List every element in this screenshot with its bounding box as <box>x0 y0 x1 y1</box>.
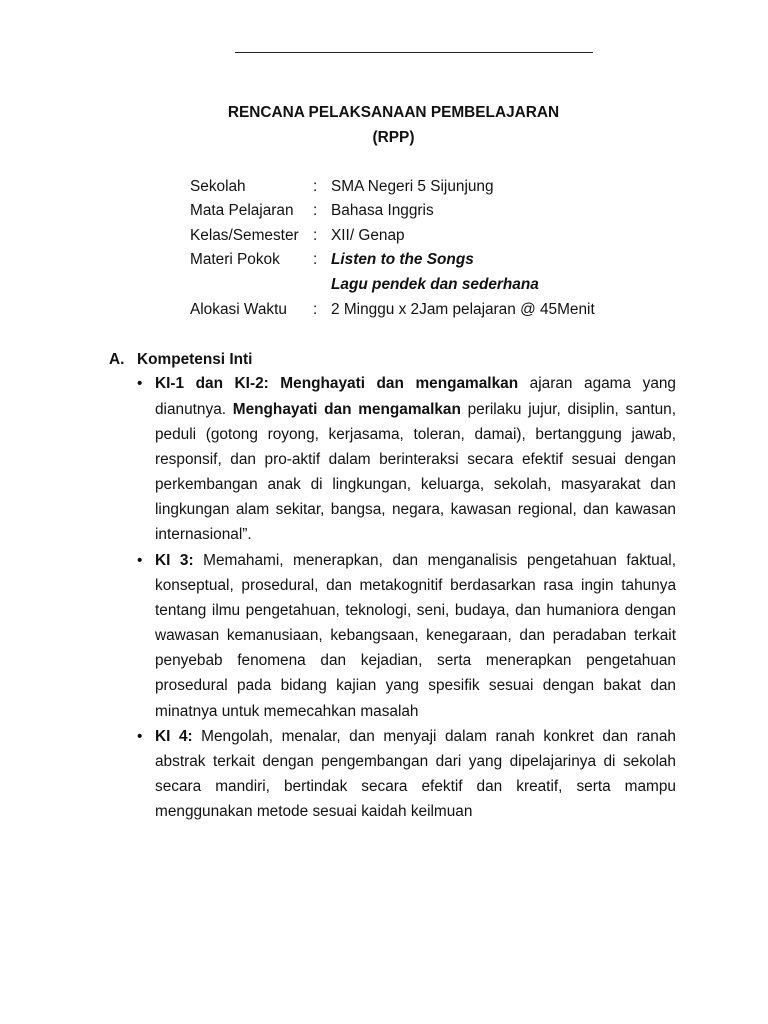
text-run: dianutnya. <box>155 400 233 418</box>
section-title: Kompetensi Inti <box>137 350 253 368</box>
paragraph-line <box>155 548 676 573</box>
identity-value: 2 Minggu x 2Jam pelajaran @ 45Menit <box>331 300 595 318</box>
identity-separator: : <box>313 177 318 195</box>
paragraph-line: wawasan kemanusiaan, kebangsaan, kenegaraan, dan peradaban terkait <box>155 627 676 645</box>
competency-label: KI-1 dan KI-2: Menghayati dan mengamalkan <box>155 375 519 393</box>
text-run: Memahami, menerapkan, dan menganalisis pengetahuan faktual, <box>193 551 676 569</box>
text-run: ajaran agama yang <box>518 375 676 393</box>
identity-value: SMA Negeri 5 Sijunjung <box>331 177 494 195</box>
bullet-marker: • <box>137 551 143 569</box>
identity-row-main-material <box>190 248 595 273</box>
identity-row-school <box>190 175 595 200</box>
competency-item-ki3 <box>137 548 677 724</box>
paragraph-line: internasional”. <box>155 526 252 544</box>
paragraph-line: penyebab fenomena dan kejadian, serta menerapkan pengetahuan <box>155 652 676 670</box>
header-rule <box>235 52 593 53</box>
section-number: A. <box>109 350 125 368</box>
text-run: perilaku jujur, disiplin, santun, <box>460 400 676 418</box>
paragraph-line: lingkungan alam sekitar, bangsa, negara, kawasan regional, dan kawasan <box>155 501 676 519</box>
paragraph-line: prosedural pada bidang kajian yang spesifik sesuai dengan bakat dan <box>155 677 676 695</box>
competency-item-ki4 <box>137 724 677 825</box>
identity-label: Sekolah <box>190 177 246 195</box>
identity-separator: : <box>313 251 318 269</box>
identity-separator: : <box>313 300 318 318</box>
identity-value: Lagu pendek dan sederhana <box>331 276 539 294</box>
paragraph-line: menggunakan metode sesuai kaidah keilmuan <box>155 803 473 821</box>
paragraph-line <box>155 724 676 749</box>
paragraph-line: tentang ilmu pengetahuan, teknologi, seni, budaya, dan humaniora dengan <box>155 601 676 619</box>
text-run: Mengolah, menalar, dan menyaji dalam ranah konkret dan ranah <box>192 727 676 745</box>
bullet-marker: • <box>137 375 143 393</box>
paragraph-line: responsif, dan pro-aktif dalam berinteraksi secara efektif sesuai dengan <box>155 450 676 468</box>
competency-label: KI 3: <box>155 551 194 569</box>
identity-label: Materi Pokok <box>190 251 280 269</box>
identity-separator: : <box>313 226 318 244</box>
identity-separator-spacer <box>313 273 331 298</box>
paragraph-line <box>155 371 676 396</box>
identity-label: Kelas/Semester <box>190 226 299 244</box>
identity-separator: : <box>313 202 318 220</box>
identity-row-class-semester <box>190 224 595 249</box>
identity-table <box>190 175 595 323</box>
emphasis-run: Menghayati dan mengamalkan <box>232 400 461 418</box>
identity-row-subject <box>190 199 595 224</box>
identity-row-main-material-continued <box>190 273 595 298</box>
competency-label: KI 4: <box>155 727 193 745</box>
document-subtitle: (RPP) <box>372 128 415 146</box>
document-title: RENCANA PELAKSANAAN PEMBELAJARAN <box>227 103 560 121</box>
paragraph-line: abstrak terkait dengan pengembangan dari yang dipelajarinya di sekolah <box>155 752 676 770</box>
identity-label: Mata Pelajaran <box>190 202 294 220</box>
identity-value: Listen to the Songs <box>331 251 474 269</box>
identity-label: Alokasi Waktu <box>190 300 287 318</box>
competency-item-ki1-ki2 <box>137 371 677 547</box>
identity-value: Bahasa Inggris <box>331 202 434 220</box>
identity-label-spacer <box>190 273 313 298</box>
paragraph-line: peduli (gotong royong, kerjasama, toleran, damai), bertanggung jawab, <box>155 425 676 443</box>
paragraph-line: minatnya untuk memecahkan masalah <box>155 702 419 720</box>
bullet-marker: • <box>137 727 143 745</box>
paragraph-line: secara mandiri, bertindak secara efektif dan kreatif, serta mampu <box>155 778 676 796</box>
section-heading <box>109 347 252 372</box>
paragraph-line: konseptual, prosedural, dan metakognitif berdasarkan rasa ingin tahunya <box>155 576 676 594</box>
paragraph-line: perkembangan anak di lingkungan, keluarga, sekolah, masyarakat dan <box>155 476 676 494</box>
title-block <box>109 100 678 150</box>
identity-value: XII/ Genap <box>331 226 405 244</box>
identity-row-time-allocation <box>190 298 595 323</box>
competency-list <box>137 371 677 824</box>
paragraph-line <box>155 397 676 422</box>
